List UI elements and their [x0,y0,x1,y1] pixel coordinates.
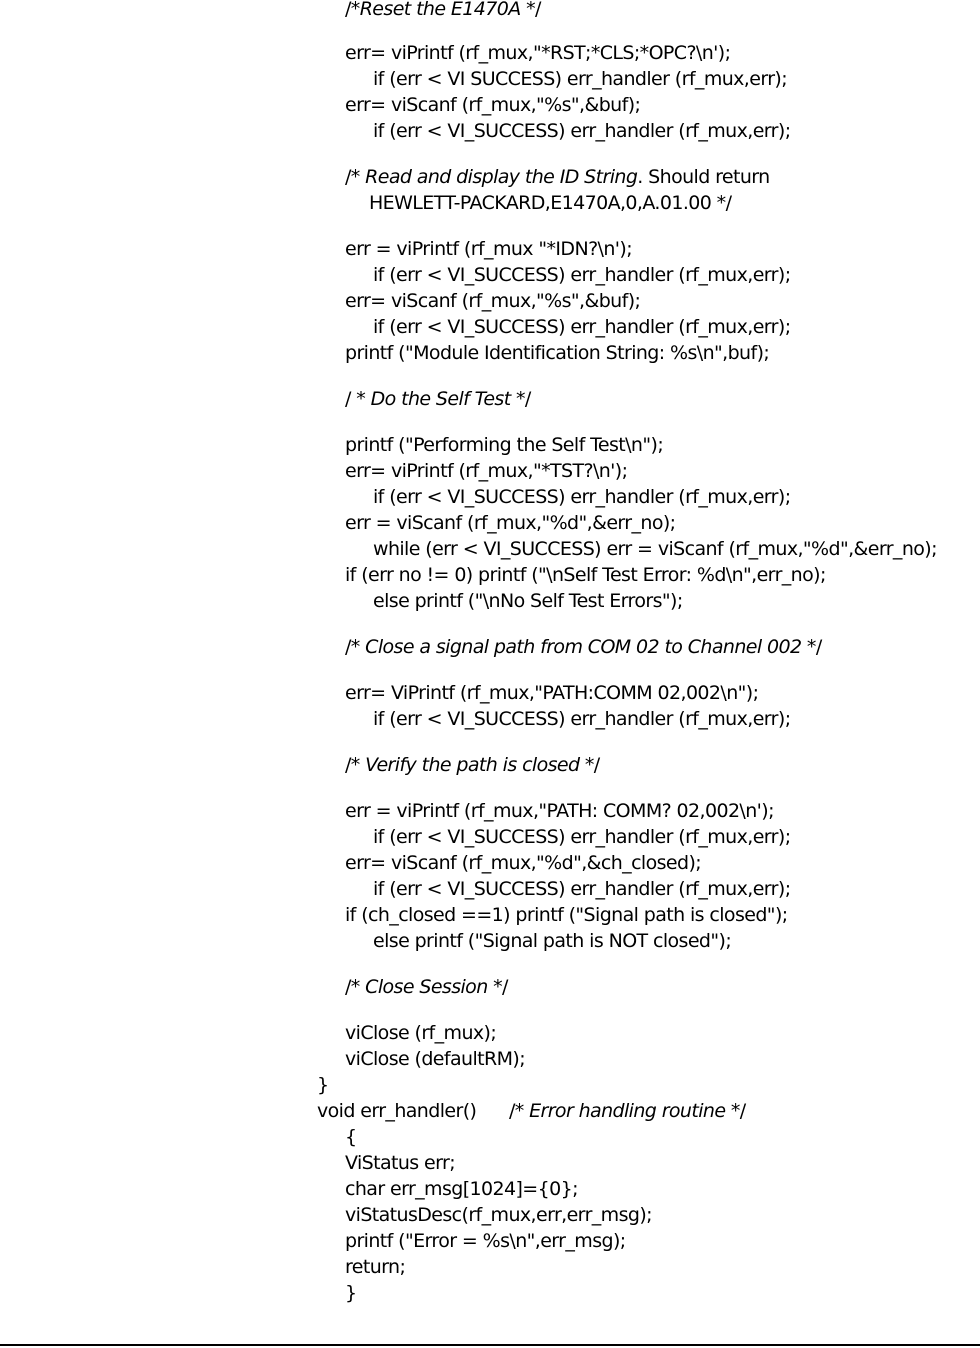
code-line-tst: err= viPrintf (rf_mux,"*TST?\n'); [345,460,628,482]
code-line-perf: printf ("Performing the Self Test\n"); [345,434,664,456]
comment-reset [345,0,541,22]
comment-text: Verify the path is closed [365,754,580,776]
code-line-desc: viStatusDesc(rf_mux,err,err_msg); [345,1204,652,1226]
code-line-rst: err= viPrintf (rf_mux,"*RST;*CLS;*OPC?\n'); [345,42,731,64]
code-line-vistatus: ViStatus err; [345,1152,456,1174]
comment-open: /* [345,976,366,998]
code-line-while: while (err < VI_SUCCESS) err = viScanf (rf_mux,"%d",&err_no); [373,538,937,560]
comment-text: Do the Self Test [370,388,511,410]
code-line-scan4: err= viScanf (rf_mux,"%d",&ch_closed); [345,852,702,874]
code-line-idn-check: if (err < VI_SUCCESS) err_handler (rf_mux,err); [373,264,791,286]
code-line-brace-end: } [317,1074,329,1096]
code-line-viclose-mux: viClose (rf_mux); [345,1022,497,1044]
comment-open: /* [345,636,366,658]
code-line-pathq-check: if (err < VI_SUCCESS) err_handler (rf_mux,err); [373,826,791,848]
code-line-void-handler [317,1098,746,1124]
code-line-rst-check: if (err < VI SUCCESS) err_handler (rf_mux,err); [373,68,788,90]
code-line-path-check: if (err < VI_SUCCESS) err_handler (rf_mux,err); [373,708,791,730]
code-line-tst-check: if (err < VI_SUCCESS) err_handler (rf_mux,err); [373,486,791,508]
code-line-brace-open: { [345,1126,357,1148]
comment-open: /* [345,166,366,188]
comment-verify-path [345,752,600,778]
comment-text: Close a signal path from COM 02 to Channel 002 [365,636,802,658]
comment-read-id [345,164,770,190]
comment-text: Read and display the ID String [365,166,638,188]
code-line-scan4-check: if (err < VI_SUCCESS) err_handler (rf_mux,err); [373,878,791,900]
comment-close: */ [510,388,531,410]
code-line-if-closed: if (ch_closed ==1) printf ("Signal path is closed"); [345,904,788,926]
code-line-char: char err_msg[1024]={0}; [345,1178,578,1200]
code-text: void err_handler() /* [317,1100,530,1122]
code-line-scan3: err = viScanf (rf_mux,"%d",&err_no); [345,512,676,534]
comment-text: Close Session [365,976,488,998]
comment-read-id-line2: HEWLETT-PACKARD,E1470A,0,A.01.00 */ [369,192,732,214]
comment-close-session [345,974,508,1000]
comment-self-test [345,386,531,412]
code-line-scan1: err= viScanf (rf_mux,"%s",&buf); [345,94,641,116]
code-line-idn: err = viPrintf (rf_mux "*IDN?\n'); [345,238,633,260]
page-bottom-rule [0,1344,980,1346]
code-line-printf-err: printf ("Error = %s\n",err_msg); [345,1230,626,1252]
code-line-scan2: err= viScanf (rf_mux,"%s",&buf); [345,290,641,312]
code-line-path: err= ViPrintf (rf_mux,"PATH:COMM 02,002\n"); [345,682,759,704]
comment-text: Reset the E1470A [359,0,521,20]
code-line-else-closed: else printf ("Signal path is NOT closed"); [373,930,732,952]
comment-open: /* [345,754,366,776]
comment-close: */ [725,1100,746,1122]
code-line-viclose-rm: viClose (defaultRM); [345,1048,525,1070]
code-line-if-err: if (err no != 0) printf ("\nSelf Test Error: %d\n",err_no); [345,564,826,586]
comment-open: /* [345,0,360,20]
code-line-print-id: printf ("Module Identification String: %s\n",buf); [345,342,770,364]
code-line-else-err: else printf ("\nNo Self Test Errors"); [373,590,683,612]
comment-open: / * [345,388,371,410]
code-line-scan2-check: if (err < VI_SUCCESS) err_handler (rf_mux,err); [373,316,791,338]
code-line-brace-close: } [345,1282,357,1304]
comment-close: */ [520,0,541,20]
comment-text: Error handling routine [529,1100,726,1122]
comment-close: */ [487,976,508,998]
code-line-return: return; [345,1256,406,1278]
code-line-scan1-check: if (err < VI_SUCCESS) err_handler (rf_mux,err); [373,120,791,142]
comment-close: */ [801,636,822,658]
comment-rest: . Should return [637,166,770,188]
comment-close: */ [579,754,600,776]
code-line-pathq: err = viPrintf (rf_mux,"PATH: COMM? 02,002\n'); [345,800,774,822]
comment-close-path [345,634,822,660]
